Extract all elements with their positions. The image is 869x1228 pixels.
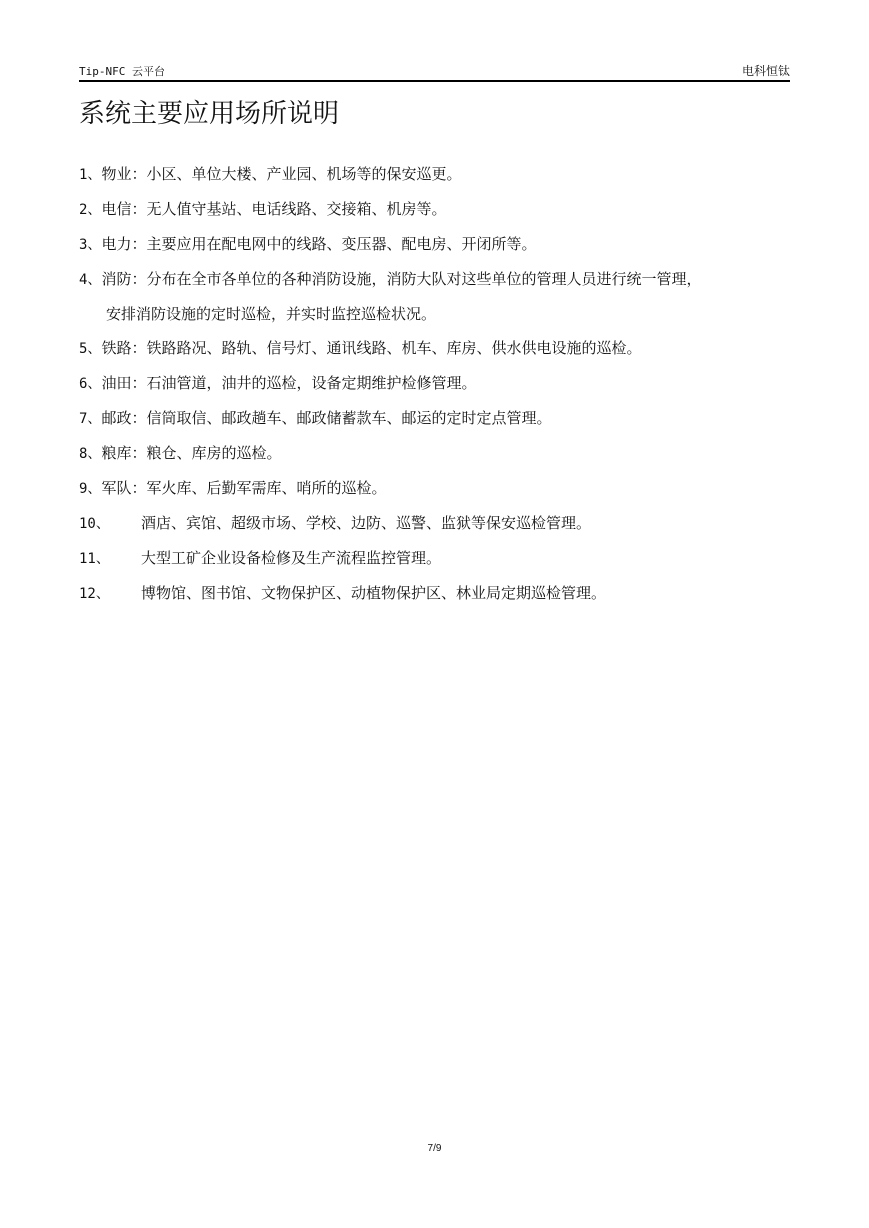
list-item (79, 366, 795, 401)
item-number: 7、 (79, 411, 102, 427)
item-number: 3、 (79, 237, 102, 253)
item-number: 9、 (79, 481, 102, 497)
item-text: 信筒取信、邮政趟车、邮政储蓄款车、邮运的定时定点管理。 (146, 409, 552, 427)
item-text: 小区、单位大楼、产业园、机场等的保安巡更。 (146, 165, 462, 183)
item-number: 12、 (79, 586, 110, 602)
item-label: 电力： (101, 235, 147, 253)
item-text: 粮仓、库房的巡检。 (146, 444, 282, 462)
header-company-name: 电科恒钛 (741, 64, 790, 78)
list-item (79, 331, 795, 366)
item-text: 酒店、宾馆、超级市场、学校、边防、巡警、监狱等保安巡检管理。 (141, 514, 592, 532)
list-item (79, 262, 795, 331)
item-number: 4、 (79, 272, 102, 288)
item-number: 6、 (79, 376, 102, 392)
list-item (79, 506, 795, 541)
list-item (79, 436, 795, 471)
list-item (79, 401, 795, 436)
header-divider (79, 80, 790, 82)
header-product-name: Tip-NFC 云平台 (79, 65, 165, 78)
item-label: 铁路： (101, 339, 147, 357)
list-item (79, 157, 795, 192)
item-text: 大型工矿企业设备检修及生产流程监控管理。 (141, 549, 442, 567)
item-number: 2、 (79, 202, 102, 218)
item-text: 主要应用在配电网中的线路、变压器、配电房、开闭所等。 (146, 235, 537, 253)
page-number: 7/9 (427, 1143, 442, 1154)
list-item (79, 471, 795, 506)
item-label: 消防： (101, 270, 147, 288)
item-text: 博物馆、图书馆、文物保护区、动植物保护区、林业局定期巡检管理。 (141, 584, 607, 602)
list-item (79, 192, 795, 227)
item-label: 粮库： (101, 444, 147, 462)
item-text-continuation: 安排消防设施的定时巡检，并实时监控巡检状况。 (106, 305, 437, 323)
list-item (79, 576, 795, 611)
list-item (79, 227, 795, 262)
item-label: 电信： (101, 200, 147, 218)
item-text: 分布在全市各单位的各种消防设施，消防大队对这些单位的管理人员进行统一管理， (146, 270, 702, 288)
item-label: 军队： (101, 479, 147, 497)
item-label: 物业： (101, 165, 147, 183)
page-title: 系统主要应用场所说明 (79, 99, 340, 129)
application-list (79, 157, 795, 611)
item-text: 石油管道，油井的巡检，设备定期维护检修管理。 (146, 374, 477, 392)
item-number: 1、 (79, 167, 102, 183)
page-header (79, 63, 790, 80)
item-label: 油田： (101, 374, 147, 392)
item-number: 8、 (79, 446, 102, 462)
item-text: 无人值守基站、电话线路、交接箱、机房等。 (146, 200, 447, 218)
item-number: 5、 (79, 341, 102, 357)
item-text: 军火库、后勤军需库、哨所的巡检。 (146, 479, 387, 497)
item-number: 10、 (79, 516, 110, 532)
list-item (79, 541, 795, 576)
item-label: 邮政： (101, 409, 147, 427)
item-number: 11、 (79, 551, 110, 567)
item-text: 铁路路况、路轨、信号灯、通讯线路、机车、库房、供水供电设施的巡检。 (146, 339, 642, 357)
